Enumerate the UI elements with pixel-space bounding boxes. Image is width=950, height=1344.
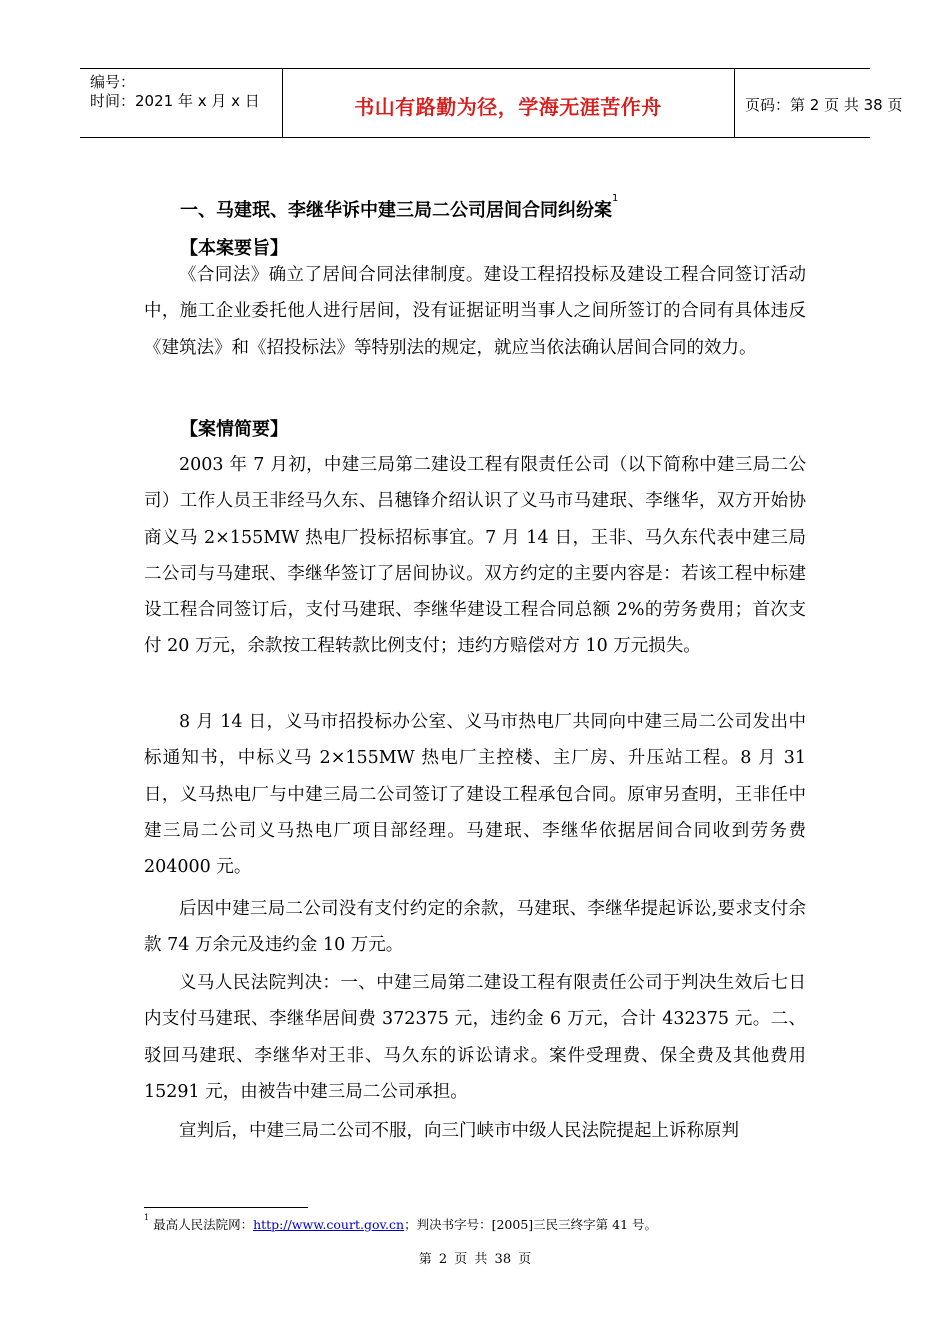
footnote-prefix: 最高人民法院网：	[149, 1217, 254, 1232]
gist-paragraph: 《合同法》确立了居间合同法律制度。建设工程招投标及建设工程合同签订活动中，施工企业委托他人进行居间，没有证据证明当事人之间所签订的合同有具体违反《建筑法》和《招投标法》等特别法的规定，就应当依法确认居间合同的效力。	[144, 265, 806, 358]
footnote-link[interactable]: http://www.court.gov.cn	[253, 1217, 405, 1232]
footnote-suffix: ；判决书字号：[2005]三民三终字第 41 号。	[404, 1217, 658, 1232]
footnote	[144, 1215, 657, 1233]
footnote-ref: 1	[612, 193, 619, 204]
facts-paragraph-1: 2003 年 7 月初，中建三局第二建设工程有限责任公司（以下简称中建三局二公司）工作人员王非经马久东、吕穗锋介绍认识了义马市马建珉、李继华，双方开始协商义马 2×155MW 热电厂投标招标事宜。7 月 14 日，王非、马久东代表中建三局二公司与马建珉、李继华签订了居间协议。双方约定的主要内容是：若该工程中标建设工程合同签订后，支付马建珉、李继华建设工程合同总额 2%的劳务费用；首次支付 20 万元，余款按工程转款比例支付；违约方赔偿对方 10 万元损失。	[144, 455, 806, 657]
section-facts-heading: 【案情简要】	[180, 419, 288, 440]
facts-paragraph-2: 8 月 14 日，义马市招投标办公室、义马市热电厂共同向中建三局二公司发出中标通知书，中标义马 2×155MW 热电厂主控楼、主厂房、升压站工程。8 月 31 日，义马热电厂与中建三局二公司签订了建设工程承包合同。原审另查明，王非任中建三局二公司义马热电厂项目部经理。马建珉、李继华依据居间合同收到劳务费 204000 元。	[144, 712, 806, 878]
footnote-separator	[144, 1207, 308, 1208]
document-number-label: 编号：	[90, 73, 136, 91]
case-title	[180, 193, 619, 222]
document-date-label: 时间：2021 年 x 月 x 日	[90, 92, 260, 110]
header-left-cell	[80, 69, 283, 137]
header-motto: 书山有路勤为径，学海无涯苦作舟	[354, 95, 662, 119]
facts-paragraph-4: 义马人民法院判决：一、中建三局第二建设工程有限责任公司于判决生效后七日内支付马建珉、李继华居间费 372375 元，违约金 6 万元，合计 432375 元。二、驳回马建珉、李继华对王非、马久东的诉讼请求。案件受理费、保全费及其他费用 15291 元，由被告中建三局二公司承担。	[144, 973, 806, 1102]
page-footer: 第 2 页 共 38 页	[418, 1252, 532, 1267]
case-title-text: 一、马建珉、李继华诉中建三局二公司居间合同纠纷案	[180, 200, 612, 221]
header-page-cell	[735, 69, 903, 137]
section-gist-heading: 【本案要旨】	[180, 238, 288, 259]
page-header	[80, 68, 903, 138]
facts-paragraph-5: 宣判后，中建三局二公司不服，向三门峡市中级人民法院提起上诉称原判	[179, 1121, 739, 1141]
header-page-label: 页码：第 2 页 共 38 页	[745, 96, 903, 114]
header-motto-cell	[282, 69, 735, 137]
footnote-mark: 1	[144, 1213, 150, 1222]
facts-paragraph-3: 后因中建三局二公司没有支付约定的余款，马建珉、李继华提起诉讼,要求支付余款 74 万余元及违约金 10 万元。	[144, 899, 806, 956]
